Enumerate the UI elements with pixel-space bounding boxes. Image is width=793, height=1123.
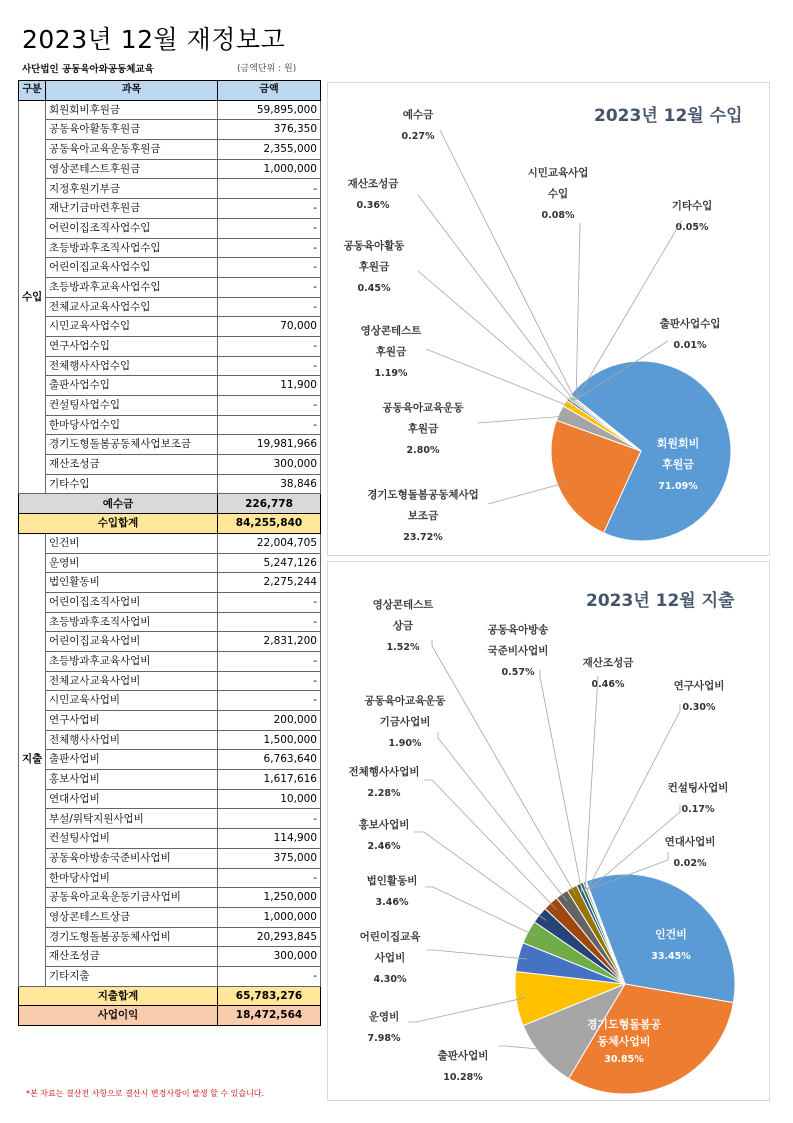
table-row [19,376,321,396]
table-row [19,809,321,829]
item-name: 영상콘테스트상금 [46,907,218,927]
svg-text:인건비: 인건비 [655,928,687,941]
carryover-row-label: 예수금 [19,494,218,514]
svg-text:상금: 상금 [392,620,414,632]
item-amount: - [218,218,321,238]
table-row [19,356,321,376]
table-row [19,336,321,356]
table-row [19,474,321,494]
svg-text:후원금: 후원금 [662,458,694,471]
item-name: 기타지출 [46,966,218,986]
item-name: 어린이집교육사업비 [46,632,218,652]
item-amount: - [218,199,321,219]
table-row [19,435,321,455]
item-name: 인건비 [46,533,218,553]
item-amount: 2,831,200 [218,632,321,652]
leader-line [576,223,580,400]
pie-label [437,1046,549,1083]
item-name: 컨설팅사업비 [46,829,218,849]
item-amount: 1,617,616 [218,770,321,790]
item-amount: 300,000 [218,947,321,967]
table-row [19,592,321,612]
item-amount: 5,247,126 [218,553,321,573]
item-amount: 375,000 [218,848,321,868]
item-name: 공동육아활동후원금 [46,120,218,140]
svg-text:1.90%: 1.90% [388,738,422,749]
svg-text:연대사업비: 연대사업비 [664,836,716,848]
svg-text:0.02%: 0.02% [673,858,707,869]
table-row [19,159,321,179]
item-name: 컨설팅사업수입 [46,396,218,416]
svg-text:0.45%: 0.45% [357,283,391,294]
table-row [19,868,321,888]
item-name: 시민교육사업비 [46,691,218,711]
finance-table [18,80,321,1026]
item-name: 경기도형돌봄공동체사업비 [46,927,218,947]
item-amount: - [218,966,321,986]
item-name: 어린이집조직사업수입 [46,218,218,238]
item-name: 공동육아방송국준비사업비 [46,848,218,868]
item-name: 전체교사교육사업비 [46,671,218,691]
item-amount: 19,981,966 [218,435,321,455]
svg-text:국준비사업비: 국준비사업비 [487,645,549,657]
svg-text:0.01%: 0.01% [673,340,707,351]
leader-line [488,483,565,504]
svg-text:0.08%: 0.08% [541,210,575,221]
item-amount: - [218,809,321,829]
table-row [19,533,321,553]
item-amount: 6,763,640 [218,750,321,770]
expense-total-row [19,986,321,1006]
profit-row-amount: 18,472,564 [218,1006,321,1026]
item-name: 전체교사교육사업수입 [46,297,218,317]
table-row [19,120,321,140]
svg-text:0.30%: 0.30% [682,702,716,713]
item-name: 초등방과후조직사업수입 [46,238,218,258]
item-name: 법인활동비 [46,573,218,593]
item-name: 운영비 [46,553,218,573]
leader-line [426,950,527,959]
expense-total-row-amount: 65,783,276 [218,986,321,1006]
item-amount: - [218,277,321,297]
item-name: 초등방과후교육사업수입 [46,277,218,297]
table-row [19,789,321,809]
pie-label [367,874,536,936]
table-row [19,573,321,593]
item-amount: 200,000 [218,711,321,731]
item-amount: - [218,297,321,317]
svg-text:예수금: 예수금 [402,109,434,121]
expense-total-row-label: 지출합계 [19,986,218,1006]
item-name: 시민교육사업수입 [46,317,218,337]
table-row [19,258,321,278]
table-row [19,317,321,337]
leader-line [418,195,575,402]
svg-text:1.19%: 1.19% [374,368,408,379]
svg-text:0.27%: 0.27% [401,131,435,142]
leader-line [426,349,571,407]
income-chart-panel [327,82,770,556]
item-name: 경기도형돌봄공동체사업보조금 [46,435,218,455]
item-amount: 59,895,000 [218,100,321,120]
item-name: 부설/위탁지원사업비 [46,809,218,829]
carryover-row [19,494,321,514]
item-name: 연대사업비 [46,789,218,809]
col-header-category: 구분 [19,81,46,101]
leader-line [424,780,557,909]
item-name: 공동육아교육운동기금사업비 [46,888,218,908]
table-row [19,612,321,632]
item-amount: 38,846 [218,474,321,494]
item-name: 공동육아교육운동후원금 [46,140,218,160]
item-amount: - [218,258,321,278]
item-amount: 11,900 [218,376,321,396]
amount-unit: (금액단위 : 원) [237,64,297,74]
svg-text:어린이집교육: 어린이집교육 [359,931,421,943]
svg-text:공동육아방송: 공동육아방송 [487,624,549,636]
svg-text:시민교육사업: 시민교육사업 [527,167,589,179]
leader-line [418,271,573,403]
svg-text:2.80%: 2.80% [406,445,440,456]
table-row [19,829,321,849]
category-expense: 지출 [19,533,46,986]
svg-text:0.57%: 0.57% [501,667,535,678]
svg-text:회원회비: 회원회비 [656,437,700,450]
item-name: 재산조성금 [46,947,218,967]
item-name: 영상콘테스트후원금 [46,159,218,179]
svg-text:동체사업비: 동체사업비 [597,1035,651,1048]
pie-label [402,108,576,400]
footnote: *본 자료는 결산전 사항으로 결산시 변경사항이 발생 할 수 있습니다. [26,1089,265,1098]
svg-text:3.46%: 3.46% [375,897,409,908]
svg-text:경기도형돌봄공동체사업: 경기도형돌봄공동체사업 [367,489,479,501]
table-row [19,750,321,770]
profit-row [19,1006,321,1026]
organization-name: 사단법인 공동육아와공동체교육 [22,64,154,75]
svg-text:컨설팅사업비: 컨설팅사업비 [667,782,729,794]
item-amount: 1,000,000 [218,159,321,179]
item-amount: 20,293,845 [218,927,321,947]
pie-label [367,483,564,543]
table-row [19,179,321,199]
item-name: 회원회비후원금 [46,100,218,120]
item-name: 어린이집조직사업비 [46,592,218,612]
item-amount: 22,004,705 [218,533,321,553]
pie-label [657,436,700,492]
svg-text:출판사업비: 출판사업비 [437,1050,489,1062]
svg-text:2.46%: 2.46% [367,841,401,852]
item-amount: - [218,396,321,416]
item-amount: - [218,691,321,711]
svg-text:공동육아교육운동: 공동육아교육운동 [364,695,446,707]
item-amount: 114,900 [218,829,321,849]
svg-text:기금사업비: 기금사업비 [379,716,431,728]
leader-line [425,887,536,936]
item-amount: 1,500,000 [218,730,321,750]
leader-line [540,670,582,892]
item-name: 전체행사사업비 [46,730,218,750]
expense-chart-panel [327,561,770,1101]
table-row [19,947,321,967]
item-amount: 300,000 [218,455,321,475]
svg-text:23.72%: 23.72% [403,532,443,543]
income-total-row-label: 수입합계 [19,514,218,534]
table-row [19,553,321,573]
svg-text:33.45%: 33.45% [651,951,691,962]
table-row [19,730,321,750]
table-row [19,297,321,317]
svg-text:보조금: 보조금 [407,510,439,522]
svg-text:후원금: 후원금 [407,423,439,435]
item-amount: - [218,612,321,632]
table-row [19,415,321,435]
page-title: 2023년 12월 재정보고 [22,25,286,54]
svg-text:1.52%: 1.52% [386,642,420,653]
table-row [19,711,321,731]
svg-text:연구사업비: 연구사업비 [673,680,725,692]
table-row [19,770,321,790]
item-name: 한마당사업수입 [46,415,218,435]
income-total-row [19,514,321,534]
table-row [19,140,321,160]
leader-line [408,998,525,1022]
item-amount: 2,275,244 [218,573,321,593]
item-amount: - [218,356,321,376]
table-row [19,199,321,219]
svg-text:0.46%: 0.46% [591,679,625,690]
item-name: 홍보사업비 [46,770,218,790]
svg-text:기타수입: 기타수입 [671,200,713,212]
leader-line [414,832,546,920]
item-name: 지정후원기부금 [46,179,218,199]
table-row [19,238,321,258]
svg-text:공동육아교육운동: 공동육아교육운동 [382,402,464,414]
table-row [19,100,321,120]
col-header-item: 과목 [46,81,218,101]
svg-text:재산조성금: 재산조성금 [582,657,634,669]
profit-row-label: 사업이익 [19,1006,218,1026]
table-row [19,907,321,927]
table-row [19,927,321,947]
item-amount: - [218,592,321,612]
expense-chart-title: 2023년 12월 지출 [586,591,735,611]
item-name: 재난기금마련후원금 [46,199,218,219]
item-name: 출판사업비 [46,750,218,770]
table-row [19,848,321,868]
pie-label [381,401,566,456]
table-row [19,671,321,691]
svg-text:30.85%: 30.85% [604,1054,644,1065]
item-amount: 70,000 [218,317,321,337]
item-amount: - [218,238,321,258]
pie-label [368,998,525,1044]
svg-text:0.05%: 0.05% [675,222,709,233]
svg-text:홍보사업비: 홍보사업비 [358,819,410,831]
svg-text:사업비: 사업비 [374,952,406,964]
category-income: 수입 [19,100,46,494]
leader-line [432,640,576,895]
item-amount: - [218,179,321,199]
table-row [19,651,321,671]
svg-text:0.36%: 0.36% [356,200,390,211]
svg-text:경기도형돌봄공: 경기도형돌봄공 [586,1018,662,1031]
item-amount: 2,355,000 [218,140,321,160]
item-amount: - [218,651,321,671]
table-row [19,691,321,711]
pie-label [583,656,635,891]
pie-label [348,765,556,909]
item-amount: - [218,671,321,691]
item-name: 전체행사사업수입 [46,356,218,376]
table-row [19,455,321,475]
income-chart-title: 2023년 12월 수입 [594,106,743,126]
leader-line [587,704,680,890]
item-name: 연구사업수입 [46,336,218,356]
expense-pie-chart [328,562,769,1100]
svg-text:10.28%: 10.28% [443,1072,483,1083]
item-name: 초등방과후교육사업비 [46,651,218,671]
col-header-amount: 금액 [218,81,321,101]
item-amount: - [218,868,321,888]
svg-text:7.98%: 7.98% [367,1033,401,1044]
svg-text:후원금: 후원금 [358,261,390,273]
item-name: 기타수입 [46,474,218,494]
item-amount: - [218,415,321,435]
svg-text:공동육아활동: 공동육아활동 [343,240,405,252]
svg-text:0.17%: 0.17% [681,804,715,815]
svg-text:71.09%: 71.09% [658,481,698,492]
svg-text:수입: 수입 [547,188,569,200]
table-row [19,277,321,297]
svg-text:후원금: 후원금 [375,346,407,358]
table-row [19,966,321,986]
item-name: 연구사업비 [46,711,218,731]
carryover-row-amount: 226,778 [218,494,321,514]
pie-label [360,930,527,985]
pie-label [361,324,571,407]
svg-text:법인활동비: 법인활동비 [366,875,418,887]
svg-text:출판사업수입: 출판사업수입 [659,318,721,330]
item-name: 한마당사업비 [46,868,218,888]
table-row [19,888,321,908]
svg-text:전체행사사업비: 전체행사사업비 [348,766,420,778]
svg-text:영상콘테스트: 영상콘테스트 [372,599,434,611]
table-row [19,396,321,416]
item-name: 어린이집교육사업수입 [46,258,218,278]
leader-line [478,416,566,423]
svg-text:재산조성금: 재산조성금 [347,178,399,190]
income-total-row-amount: 84,255,840 [218,514,321,534]
table-row [19,632,321,652]
item-amount: 10,000 [218,789,321,809]
svg-text:영상콘테스트: 영상콘테스트 [360,325,422,337]
svg-text:2.28%: 2.28% [367,788,401,799]
item-amount: 376,350 [218,120,321,140]
svg-text:4.30%: 4.30% [373,974,407,985]
item-amount: 1,000,000 [218,907,321,927]
leader-line [438,732,567,901]
item-amount: - [218,336,321,356]
income-pie-chart [328,83,769,555]
svg-text:운영비: 운영비 [368,1011,400,1023]
item-amount: 1,250,000 [218,888,321,908]
table-row [19,218,321,238]
leader-line [585,676,598,891]
item-name: 출판사업수입 [46,376,218,396]
item-name: 초등방과후조직사업비 [46,612,218,632]
item-name: 재산조성금 [46,455,218,475]
